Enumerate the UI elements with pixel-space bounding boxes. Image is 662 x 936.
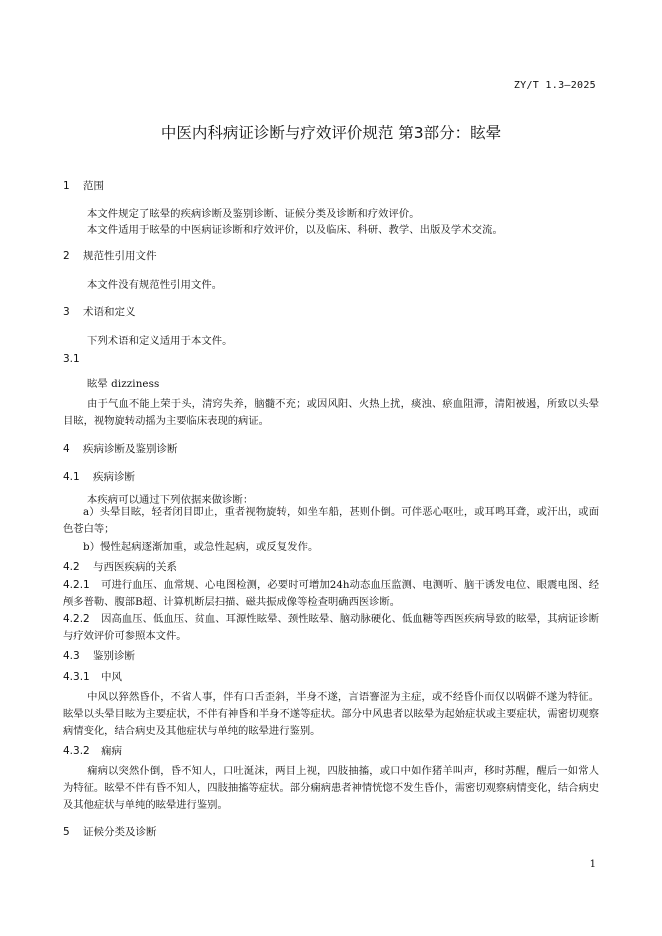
section-number: 3	[63, 306, 70, 318]
clause-4-2-1: 4.2.1 可进行血压、血常规、心电图检测，必要时可增加24h动态血压监测、电测听、脑干诱发电位、眼震电图、经颅多普勒、腹部B超、计算机断层扫描、磁共振成像等检查明确西医诊断。	[63, 579, 599, 608]
standard-number: ZY/T 1.3—2025	[513, 80, 596, 91]
section-5-heading	[63, 824, 157, 839]
subsection-4-3-1-heading: 4.3.1 中风	[63, 671, 122, 683]
term-number: 3.1	[63, 353, 80, 365]
criterion-a: a）头晕目眩，轻者闭目即止，重者视物旋转，如坐车船，甚则仆倒。可伴恶心呕吐，或耳鸣耳聋，或汗出，或面色苍白等；	[63, 506, 599, 535]
criterion-b: b）慢性起病逐渐加重，或急性起病，或反复发作。	[83, 541, 319, 553]
section-number: 5	[63, 826, 70, 838]
section-number: 2	[63, 250, 70, 262]
subsection-4-3-heading: 4.3 鉴别诊断	[63, 650, 135, 662]
section-2-heading	[63, 248, 157, 263]
section-1-paragraph-2: 本文件适用于眩晕的中医病证诊断和疗效评价，以及临床、科研、教学、出版及学术交流。	[87, 224, 503, 236]
clause-4-2-2: 4.2.2 因高血压、低血压、贫血、耳源性眩晕、颈性眩晕、脑动脉硬化、低血糖等西医疾病导致的眩晕，其病证诊断与疗效评价可参照本文件。	[63, 613, 599, 642]
section-number: 4	[63, 443, 70, 455]
section-number: 1	[63, 180, 70, 192]
term-definition: 由于气血不能上荣于头，清窍失养，脑髓不充；或因风阳、火热上扰，痰浊、瘀血阻滞，清阳被遏，所致以头晕目眩，视物旋转动摇为主要临床表现的病证。	[63, 398, 599, 427]
section-title: 证候分类及诊断	[83, 826, 157, 838]
section-3-heading	[63, 304, 136, 319]
section-title: 范围	[83, 180, 104, 192]
subsection-4-1-intro: 本疾病可以通过下列依据来做诊断：	[87, 494, 254, 506]
page-title: 中医内科病证诊断与疗效评价规范 第3部分：眩晕	[160, 124, 502, 142]
section-4-heading	[63, 441, 178, 456]
term-entry: 眩晕 dizziness	[87, 378, 160, 390]
section-title: 规范性引用文件	[83, 250, 157, 262]
subsection-4-2-heading: 4.2 与西医疾病的关系	[63, 561, 177, 573]
section-title: 术语和定义	[83, 306, 136, 318]
section-title: 疾病诊断及鉴别诊断	[83, 443, 178, 455]
section-1-heading	[63, 178, 104, 193]
section-1-paragraph-1: 本文件规定了眩晕的疾病诊断及鉴别诊断、证候分类及诊断和疗效评价。	[87, 208, 420, 220]
section-3-paragraph: 下列术语和定义适用于本文件。	[87, 335, 233, 347]
subsection-4-3-2-text: 痫病以突然仆倒，昏不知人，口吐涎沫，两目上视，四肢抽搐，或口中如作猪羊叫声，移时苏醒，醒后一如常人为特征。眩晕不伴有昏不知人，四肢抽搐等症状。部分痫病患者神情恍惚不发生昏仆，需密切观察病情变化，结合病史及其他症状与单纯的眩晕进行鉴别。	[63, 765, 599, 811]
page-number: 1	[589, 859, 596, 870]
subsection-4-3-1-text: 中风以猝然昏仆，不省人事，伴有口舌歪斜，半身不遂，言语謇涩为主症，或不经昏仆而仅以㖞僻不遂为特征。眩晕以头晕目眩为主要症状，不伴有神昏和半身不遂等症状。部分中风患者以眩晕为起始症状或主要症状，需密切观察病情变化，结合病史及其他症状与单纯的眩晕进行鉴别。	[63, 691, 599, 737]
subsection-4-1-heading: 4.1 疾病诊断	[63, 471, 135, 483]
subsection-4-3-2-heading: 4.3.2 痫病	[63, 745, 122, 757]
section-2-paragraph: 本文件没有规范性引用文件。	[87, 279, 223, 291]
